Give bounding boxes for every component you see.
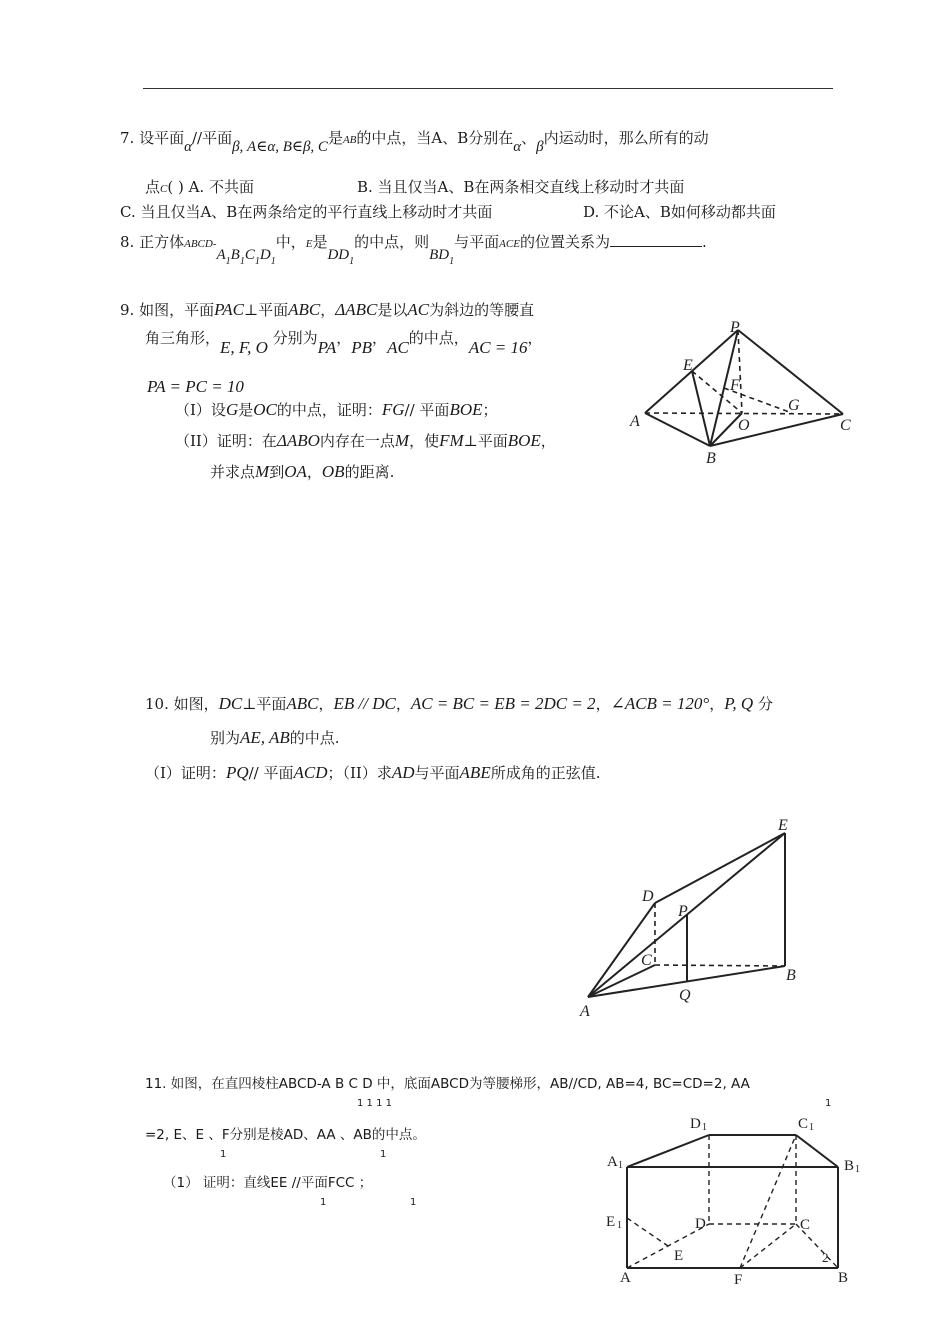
edge-ac-dashed bbox=[645, 413, 843, 414]
q8-text: . bbox=[701, 233, 707, 251]
q7-option-b: B. 当且仅当A、B在两条相交直线上移动时才共面 bbox=[357, 178, 685, 196]
q10-ae-ab: AE, AB bbox=[240, 728, 290, 747]
q8-d1: D bbox=[259, 247, 271, 263]
q9-text: ⊥平面 bbox=[244, 301, 289, 319]
q9-text: 是以 bbox=[377, 301, 408, 319]
edge-a1-d1 bbox=[627, 1135, 709, 1167]
q9-pac: PAC bbox=[214, 300, 245, 319]
q9-boe: BOE bbox=[507, 431, 541, 450]
edge-fc1-dashed bbox=[740, 1135, 796, 1268]
q8-text: 中， bbox=[275, 233, 306, 251]
q9-m: M bbox=[394, 431, 410, 450]
q9-part-ii bbox=[175, 431, 556, 451]
q7-alpha: α bbox=[513, 139, 522, 155]
q7-ab: AB bbox=[342, 134, 357, 146]
q10-text: 的中点. bbox=[289, 729, 340, 747]
q9-text: ， bbox=[306, 463, 322, 481]
q9-oa: OA bbox=[284, 462, 307, 481]
q8-text: 的位置关系为 bbox=[519, 233, 610, 251]
label-f: F bbox=[730, 377, 740, 394]
q8-a1: A bbox=[216, 247, 226, 263]
q8-text: 与平面 bbox=[454, 233, 500, 251]
q10-abc: ABC bbox=[286, 694, 319, 713]
q8-text: 的中点，则 bbox=[354, 233, 430, 251]
q8-sub: 1 bbox=[239, 256, 245, 267]
label-a1-sub: 1 bbox=[618, 1160, 623, 1171]
q9-m: M bbox=[255, 462, 270, 481]
header-rule bbox=[143, 88, 833, 89]
edge-ab bbox=[645, 413, 710, 446]
q7-text: 内运动时，那么所有的动 bbox=[543, 129, 709, 147]
q10-text: 分 bbox=[757, 695, 773, 713]
label-e1: E bbox=[606, 1214, 616, 1230]
q9-abo: ΔABO bbox=[276, 431, 320, 450]
q11-aa1-subscript-2: 1 bbox=[380, 1149, 387, 1160]
q10-text: 与平面 bbox=[414, 764, 460, 782]
q11-line3: （1） 证明：直线EE //平面FCC ； bbox=[163, 1175, 373, 1191]
q11-e1-subscript: 1 bbox=[220, 1149, 227, 1160]
q7-line1 bbox=[120, 128, 709, 155]
q10-text: 别为 bbox=[210, 729, 241, 747]
q10-line2 bbox=[210, 728, 340, 748]
q8-abcd: ABCD- bbox=[184, 238, 217, 250]
q9-text: ， bbox=[372, 329, 388, 347]
q9-ac: AC bbox=[407, 300, 430, 319]
figure-q9-pyramid bbox=[630, 318, 860, 468]
q8-line bbox=[120, 232, 707, 267]
edge-e1e-dashed bbox=[627, 1218, 668, 1246]
label-d: D bbox=[695, 1216, 706, 1232]
q7-text: 7. 设平面 bbox=[120, 129, 185, 147]
q10-line3 bbox=[145, 763, 600, 783]
q10-text: ， bbox=[318, 695, 334, 713]
edge-po-dashed bbox=[738, 330, 742, 413]
edge-fc-dashed bbox=[740, 1224, 796, 1268]
q7-option-a: ( ) A. 不共面 bbox=[167, 178, 254, 196]
q7-beta: β bbox=[536, 139, 544, 155]
q10-abe: ABE bbox=[459, 763, 491, 782]
q9-efo: E, F, O bbox=[220, 338, 268, 357]
q9-text: 的中点， bbox=[408, 329, 469, 347]
q9-text: 并求点 bbox=[210, 463, 256, 481]
q9-fm: FM bbox=[439, 431, 464, 450]
q8-c1: C bbox=[244, 247, 255, 263]
q8-sub: 1 bbox=[449, 256, 455, 267]
q8-text: 是 bbox=[312, 233, 328, 251]
q9-pa: PA bbox=[317, 338, 337, 357]
edge-de bbox=[655, 833, 785, 903]
q10-text: ⊥平面 bbox=[242, 695, 287, 713]
label-e: E bbox=[674, 1248, 684, 1264]
q7-text: 的中点，当A、B分别在 bbox=[356, 129, 514, 147]
q7-condition: β, A∈α, B∈β, C bbox=[232, 139, 328, 155]
label-c: C bbox=[840, 417, 851, 434]
q9-ac: AC bbox=[387, 338, 409, 357]
edge-c1-b1 bbox=[796, 1135, 838, 1167]
q8-sub: 1 bbox=[270, 256, 276, 267]
q9-oc: OC bbox=[253, 400, 277, 419]
q10-text: 10. 如图， bbox=[145, 695, 219, 713]
q10-ad: AD bbox=[391, 763, 415, 782]
q10-text: // 平面 bbox=[248, 764, 294, 782]
edge-eb bbox=[692, 371, 710, 446]
q11-line1: 11. 如图，在直四棱柱ABCD-A B C D 中，底面ABCD为等腰梯形，AB//CD, AB=4, BC=CD=2, AA bbox=[145, 1076, 750, 1092]
q7-c: C bbox=[160, 183, 168, 195]
q10-text: （I）证明： bbox=[145, 764, 226, 782]
q9-text: 为斜边的等腰直 bbox=[429, 301, 535, 319]
q9-text: ； bbox=[482, 401, 498, 419]
label-d: D bbox=[642, 888, 654, 905]
q9-triangle: ΔABC bbox=[335, 300, 378, 319]
q10-pq: P, Q bbox=[724, 694, 754, 713]
q10-text: ， bbox=[709, 695, 725, 713]
q9-text: // 平面 bbox=[404, 401, 450, 419]
q9-text: 是 bbox=[238, 401, 254, 419]
q11-ee1-subscript: 1 bbox=[320, 1197, 327, 1208]
q8-b1: B bbox=[230, 247, 240, 263]
q11-aa1-subscript: 1 bbox=[825, 1098, 832, 1109]
q7-text: 点 bbox=[145, 178, 161, 196]
label-b: B bbox=[706, 450, 716, 467]
q10-pq-vector: PQ bbox=[225, 763, 249, 782]
label-a: A bbox=[620, 1270, 631, 1286]
q7-text: 、 bbox=[521, 129, 537, 147]
q9-fg: FG bbox=[381, 400, 405, 419]
label-c: C bbox=[800, 1217, 811, 1233]
q10-text: ；（II）求 bbox=[327, 764, 392, 782]
q9-part-i bbox=[175, 400, 498, 420]
label-b1: B bbox=[844, 1158, 855, 1174]
q9-line3: PA = PC = 10 bbox=[147, 377, 244, 396]
q7-option-d: D. 不论A、B如何移动都共面 bbox=[583, 203, 776, 221]
label-b: B bbox=[838, 1270, 849, 1286]
q7-text: 是 bbox=[327, 129, 343, 147]
q9-g: G bbox=[225, 400, 239, 419]
q8-e: E bbox=[305, 238, 313, 250]
q9-text: 分别为 bbox=[272, 329, 318, 347]
label-o: O bbox=[738, 417, 750, 434]
q8-text: 8. 正方体 bbox=[120, 233, 185, 251]
q9-text: 到 bbox=[269, 463, 285, 481]
q9-text: 内存在一点 bbox=[319, 432, 395, 450]
label-a: A bbox=[630, 413, 640, 430]
q9-abc: ABC bbox=[288, 300, 321, 319]
q10-lengths: AC = BC = EB = 2DC = 2 bbox=[410, 694, 596, 713]
q9-part-ii-cont bbox=[210, 462, 394, 482]
q9-text: ， bbox=[320, 301, 336, 319]
q9-text: ⊥平面 bbox=[463, 432, 508, 450]
q9-ac-value: AC = 16 bbox=[468, 338, 528, 357]
q8-bd1: BD bbox=[429, 247, 450, 263]
q9-text: 9. 如图，平面 bbox=[120, 301, 215, 319]
q9-text: （I）设 bbox=[175, 401, 226, 419]
edge-cb-dashed bbox=[655, 965, 785, 966]
q7-alpha: α bbox=[184, 139, 192, 155]
label-q: Q bbox=[679, 987, 691, 1004]
q9-text: 的中点，证明： bbox=[276, 401, 382, 419]
q9-pb: PB bbox=[351, 338, 373, 357]
q11-line2: =2, E、E 、F分别是棱AD、AA 、AB的中点。 bbox=[145, 1127, 426, 1143]
q7-line2 bbox=[145, 177, 254, 199]
q10-eb-dc: EB // DC bbox=[333, 694, 396, 713]
q9-text: 角三角形， bbox=[145, 329, 221, 347]
q9-ob: OB bbox=[321, 462, 345, 481]
label-g: G bbox=[788, 397, 800, 414]
label-a: A bbox=[580, 1003, 590, 1020]
q10-acd: ACD bbox=[293, 763, 328, 782]
q9-text: ， bbox=[336, 329, 352, 347]
label-c1-sub: 1 bbox=[809, 1122, 814, 1133]
label-d1-sub: 1 bbox=[702, 1122, 707, 1133]
q8-sub: 1 bbox=[254, 256, 260, 267]
label-e: E bbox=[683, 357, 693, 374]
figure-q11-prism bbox=[600, 1108, 870, 1288]
q10-line1 bbox=[145, 694, 773, 714]
q8-answer-blank[interactable] bbox=[610, 232, 702, 247]
q8-dd1: DD bbox=[327, 247, 350, 263]
edge-bc bbox=[710, 414, 843, 446]
q8-sub: 1 bbox=[349, 256, 355, 267]
label-c: C bbox=[641, 952, 652, 969]
q9-text: ， bbox=[540, 432, 556, 450]
label-f: F bbox=[734, 1272, 743, 1288]
label-p: P bbox=[730, 319, 740, 336]
q11-fcc1-subscript: 1 bbox=[410, 1197, 417, 1208]
q7-option-c: C. 当且仅当A、B在两条给定的平行直线上移动时才共面 bbox=[120, 203, 493, 221]
label-b1-sub: 1 bbox=[855, 1164, 860, 1175]
label-d1: D bbox=[690, 1116, 701, 1132]
label-b: B bbox=[786, 967, 796, 984]
q11-line1-subscripts: 1 1 1 1 bbox=[357, 1098, 392, 1109]
label-p: P bbox=[678, 903, 688, 920]
q9-text: （II）证明：在 bbox=[175, 432, 277, 450]
q9-text: 的距离. bbox=[344, 463, 395, 481]
q10-text: 所成角的正弦值. bbox=[490, 764, 601, 782]
q9-boe: BOE bbox=[449, 400, 483, 419]
q9-line2 bbox=[145, 328, 543, 357]
q10-text: ， bbox=[595, 695, 611, 713]
figure-q10-solid bbox=[575, 812, 805, 1022]
q10-angle: ∠ACB = 120° bbox=[610, 694, 710, 713]
q9-text: ，使 bbox=[409, 432, 440, 450]
label-a1: A bbox=[607, 1154, 618, 1170]
q10-dc: DC bbox=[218, 694, 243, 713]
q8-sub: 1 bbox=[225, 256, 231, 267]
label-e: E bbox=[778, 817, 788, 834]
q9-line1 bbox=[120, 300, 534, 320]
q7-text: //平面 bbox=[191, 129, 233, 147]
label-2: 2 bbox=[822, 1250, 829, 1265]
label-c1: C bbox=[798, 1116, 809, 1132]
label-e1-sub: 1 bbox=[617, 1220, 622, 1231]
q8-ace: ACE bbox=[499, 238, 520, 250]
q9-text: ， bbox=[527, 329, 543, 347]
q10-text: ， bbox=[395, 695, 411, 713]
